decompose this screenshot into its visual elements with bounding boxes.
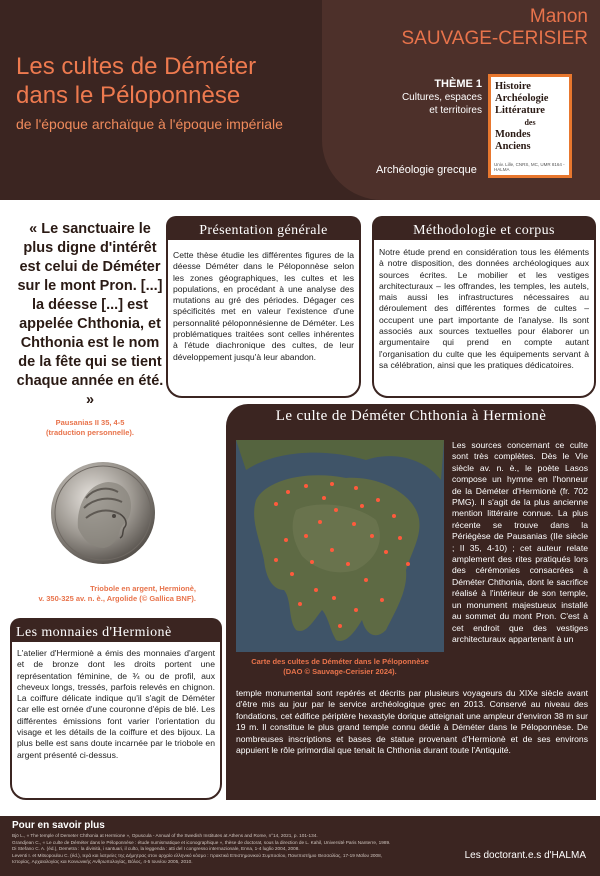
reference-item: Di Stefano C. A. (éd.), Demetra : la divinità, i santuari, il culto, la leggenda : atti del I congresso internazionale, Enna, 1-4 luglio 2004, 2008. <box>12 846 300 851</box>
map-caption <box>236 657 444 677</box>
culte-title: Le culte de Déméter Chthonia à Hermionè <box>275 408 547 424</box>
research-field: Archéologie grecque <box>376 164 477 176</box>
author-first-name: Manon <box>529 6 588 27</box>
poster-subtitle: de l'époque archaïque à l'époque impériale <box>16 116 283 132</box>
coin-caption <box>20 584 196 604</box>
reference-item: Grandjean C., « Le culte de Déméter dans le Péloponnèse : étude numismatique et iconographique », thèse de doctorat, sous la direction de L. Kahil, Université Paris Nanterre, 1989. <box>12 839 391 845</box>
coin-caption-line-2: v. 350-325 av. n. è., Argolide (© Gallica BNF). <box>38 594 196 603</box>
theme-label: THÈME 1 <box>434 78 482 90</box>
monnaies-body: L'atelier d'Hermionè a émis des monnaies d'argent et de bronze dont les droits portent une représentation féminine, de ¾ ou de profil, aux cheveux longs, tressés, parfois relevés en chignon. La coiffure délicate indique qu'il s'agit de Déméter car elle est ornée d'une couronne d'épis de blé. Les différentes émissions font varier l'orientation du visage et les détails de la coiffure et des bijoux. La plus belle est sans doute incarnée par le triobole en argent présenté ci-dessus. <box>17 648 215 760</box>
peloponnese-map <box>236 440 444 652</box>
quote-source-ref: Pausanias II 35, 4-5 <box>55 418 125 427</box>
theme-line-2: et territoires <box>429 105 482 116</box>
quote-source-note: (traduction personnelle). <box>46 428 134 437</box>
logo-line-1: Histoire <box>495 81 531 92</box>
logo-line-3: Littérature <box>495 105 545 116</box>
further-reading-title: Pour en savoir plus <box>12 820 105 831</box>
logo-line-5: Mondes <box>495 129 531 140</box>
author-last-name: SAUVAGE-CERISIER <box>401 28 588 49</box>
title-line-1: Les cultes de Déméter <box>16 53 257 80</box>
logo-affiliation: Univ. Lille, CNRS, MC, UMR 8164 - HALMA <box>494 162 565 172</box>
poster-title <box>16 52 256 110</box>
logo-line-4: des <box>524 118 536 127</box>
quote-source <box>14 418 166 438</box>
logo-line-6: Anciens <box>495 141 531 152</box>
presentation-body: Cette thèse étudie les différentes figures de la déesse Déméter dans le Péloponnèse selon les zones géographiques, les cultes et les populations, en procédant à une analyse des mutations au gré des périodes. Dégager ces spécificités met en valeur l'existence d'une personnalité péloponnésienne de Déméter. Les problématiques traitées sont celles inhérentes à l'étude diachronique des cultes, de leur développement jusqu'à leur abandon. <box>173 250 354 362</box>
references-list <box>12 833 432 866</box>
title-line-2: dans le Péloponnèse <box>16 82 241 109</box>
theme-line-1: Cultures, espaces <box>401 92 482 103</box>
coin-image <box>48 458 158 568</box>
culte-text-column: Les sources concernant ce culte sont très complètes. Dès le VIe siècle av. n. è., le poète Lasos compose un hymne en l'honneur de la Déméter d'Hermionè (fr. 702 PMG). Il s'agit de la plus ancienne mention littéraire connue. La plus récente se trouve dans la Périégèse de Pausanias (IIe siècle ; II 35, 4-10) ; cet auteur relate amplement des rites pratiqués lors des cérémonies consacrées à Déméter Chthonia, dont le sacrifice réalisé à l'intérieur de son temple, un monument majestueux installé au sommet du mont Pron. C'est à cet endroit que des vestiges architecturaux appartenant à un <box>452 440 588 644</box>
reference-item: Leventi I. et Mitsopoulou C. (éd.), Ιερά και λατρείες της Δήμητρας στον αρχαίο ελληνικό κόσμο : πρακτικά Επιστημονικού Συμποσίου, Πανεπιστήμιο Θεσσαλίας, 17-19 Μαΐου 2008, <box>12 852 383 858</box>
map-caption-line-1: Carte des cultes de Déméter dans le Péloponnèse <box>251 657 429 666</box>
presentation-title: Présentation générale <box>166 216 361 242</box>
reference-item: Bjö L., « The temple of Demeter Chthonia at Hermione », Opuscula - Annual of the Swedish Institutes at Athens and Rome, n°14, 2021, p. 101-134. <box>12 833 318 838</box>
author-name <box>401 6 588 50</box>
map-caption-line-2: (DAO © Sauvage-Cerisier 2024). <box>283 667 397 676</box>
logo-line-2: Archéologie <box>495 93 549 104</box>
footer-credit: Les doctorant.e.s d'HALMA <box>464 850 586 861</box>
culte-text-bottom: temple monumental sont repérés et décrits par plusieurs voyageurs du XIXe siècle avant d'être mis au jour par le service archéologique grec en 2013. Conservé au niveau des fondations, cet édifice périptère hexastyle dorique atteignait une ampleur d'environ 38 m sur 19 m. Il constitue le plus grand temple connu dédié à Déméter dans le Péloponnèse. De nombreuses inscriptions et bases de statue provenant d'Hermionè et de ses environs appuient le rôle primordial que tenait la Chthonia durant toute l'Antiquité. <box>236 688 588 756</box>
halma-logo <box>488 74 572 178</box>
monnaies-title: Les monnaies d'Hermionè <box>10 618 222 644</box>
theme-block <box>346 78 482 117</box>
pausanias-quote: « Le sanctuaire le plus digne d'intérêt est celui de Déméter sur le mont Pron. [...] la déesse [...] est appelée Chthonia, et Chthonia est le nom de la fête qui se tient chaque année en été. » <box>16 221 164 408</box>
methodology-title: Méthodologie et corpus <box>372 216 596 242</box>
coin-caption-line-1: Triobole en argent, Hermionè, <box>90 584 196 593</box>
reference-item: Ιστορίας, Αρχαιολογίας και Κοινωνικής Ανθρωπολογίας, Βόλος, 4-5 Ιουνίου 2005, 2010. <box>12 859 193 864</box>
methodology-body: Notre étude prend en considération tous les éléments à notre disposition, des données archéologiques aux sources écrites. Le mobilier et les vestiges architecturaux – les offrandes, les temples, les autels, mais aussi les infrastructures nécessaires au déroulement des différentes formes de cultes – occupent une part importante de l'analyse. Ils sont associés aux sources textuelles pour élaborer un argumentaire qui prend en compte autant l'organisation du culte que les équipements servant à sa célébration, ainsi que les pratiques dédicatoires. <box>379 247 589 370</box>
